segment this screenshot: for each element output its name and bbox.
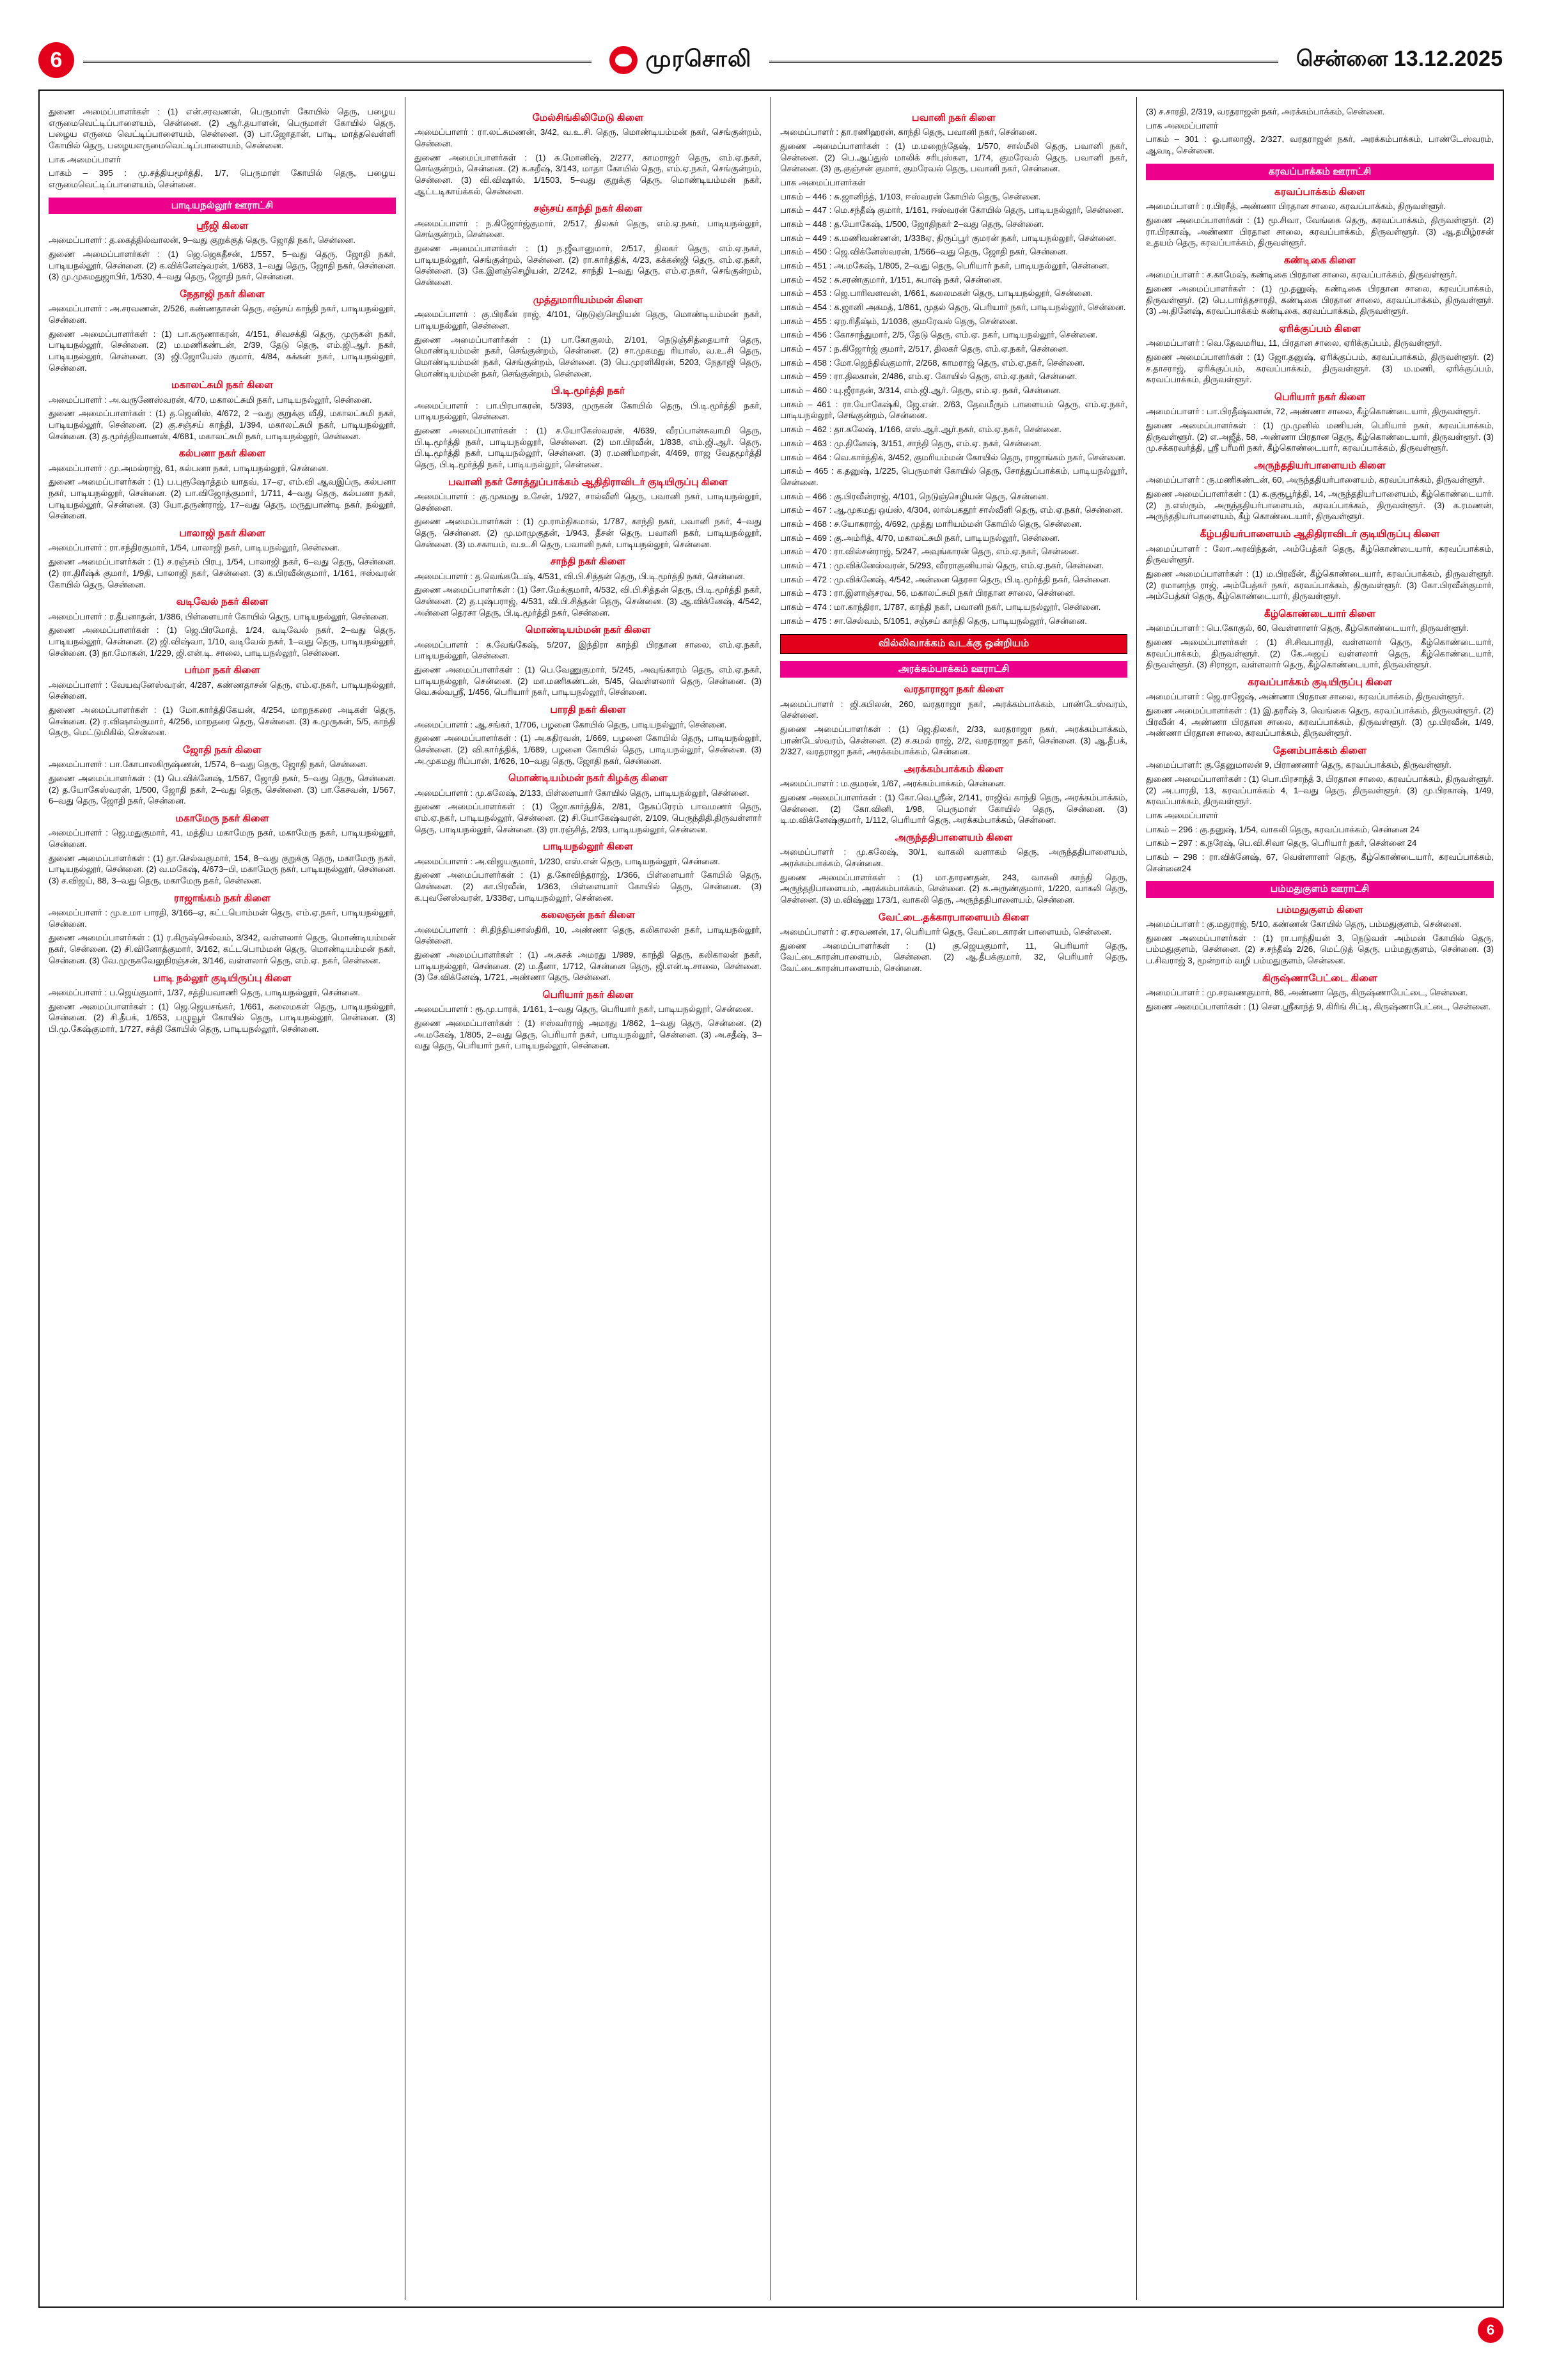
para: துணை அமைப்பாளர்கள் : (1) ஜெ.ஜெகதீசன், 1/557, 5–வது தெரு, ஜோதி நகர், பாடியநல்லூர், சென்னை. (2) க.விக்னேஷ்வரன், 1/683, 1–வது தெரு, ஜோதி நகர், சென்னை. (3) மு.முகமதுஜாபிர், 1/530, 4–வது தெரு, ஜோதி நகர், சென்னை. <box>49 249 396 282</box>
para: அமைப்பாளர் : அ.சரவணன், 2/526, கண்ணதாசன் தெரு, சஞ்சய் காந்தி நகர், பாடியநல்லூர், சென்னை. <box>49 304 396 325</box>
para: அமைப்பாளர் : த.வெங்கடேஷ், 4/531, வி.பி.சித்தன் தெரு, பி.டி.மூர்த்தி நகர், சென்னை. <box>414 571 746 581</box>
para: அமைப்பாளர் : மு.அமல்ராஜ், 61, கல்பனா நகர், பாடியநல்லூர், சென்னை. <box>49 463 329 473</box>
para: துணை அமைப்பாளர்கள் : (1) ர.கிருஷ்செல்வம், 3/342, வள்ளலார் தெரு, மொண்டியம்மன் நகர், சென்னை. (2) சி.வினோத்குமார், 3/162, கட்டபொம்மன் தெரு, மொண்டியம்மன் நகர், சென்னை. (3) வே.முருகவேலுநிரஞ்சன், 3/146, வள்ளலார் தெரு, எம்.ஏ. நகர், சென்னை. <box>49 933 396 965</box>
para: (3) ச.சாரதி, 2/319, வரதராஜன் நகர், அரக்கம்பாக்கம், சென்னை. <box>1146 107 1385 116</box>
para: அமைப்பாளர் : ப.ஜெய்குமார், 1/37, சத்தியவாணி தெரு, பாடியநல்லூர், சென்னை. <box>49 987 361 997</box>
masthead-rule-left <box>83 61 591 63</box>
para: துணை அமைப்பாளர்கள் : (1) ரா.பாந்தியன் 3, நெடுவள் அம்மன் கோயில் தெரு, பம்மதுகுளம், சென்னை. (2) ச.சந்தீஷ் 2/26, மெட்டுத் தெரு, பம்மதுகுளம், சென்னை. (3) ப.சிவராஜ் 3, மூன்றாம் வழி பம்மதுகுளம், சென்னை. <box>1146 933 1494 965</box>
para: துணை அமைப்பாளர்கள் : (1) அ.சுசக் அமரது 1/989, காந்தி தெரு, கலிகாலன் நகர், பாடியநல்லூர், சென்னை. (2) ம.தீனா, 1/712, சென்னை தெரு, ஜி.என்.டி.சாலை, சென்னை. (3) சே.விக்னேஷ், 1/721, அண்ணா தெரு, சென்னை. <box>414 950 762 983</box>
para: துணை அமைப்பாளர்கள் : (1) ஜெ.ஜெயசங்கர், 1/661, கலைமகள் தெரு, பாடியநல்லூர், சென்னை. (2) சி.தீபக், 1/653, பழுவூர் கோயில் தெரு, பாடியநல்லூர், சென்னை. (3) பி.மு.கேஷ்குமார், 1/727, சக்தி கோயில் தெரு, பாடியநல்லூர், சென்னை. <box>49 1001 396 1034</box>
para: அமைப்பாளர் : ந.கிஜோர்ஜ்குமார், 2/517, திலகர் தெரு, எம்.ஏ.நகர், பாடியநல்லூர், செங்குன்றம், சென்னை. <box>414 218 762 240</box>
para: அமைப்பாளர் : ம.குமரன், 1/67, அரக்கம்பாக்கம், சென்னை. <box>780 779 1006 789</box>
sub-heading: பர்மா நகர் கிளை <box>184 665 260 676</box>
para: அமைப்பாளர் : அ.வருணேஸ்வரன், 4/70, மகாலட்சுமி நகர், பாடியநல்லூர், சென்னை. <box>49 394 372 405</box>
para: பாகம் – 472 : மு.விக்னேஷ், 4/542, அன்னை தெரசா தெரு, பி.டி.மூர்த்தி நகர், சென்னை. <box>780 574 1111 584</box>
para: அமைப்பாளர் : பா.பிரதீஷ்வளன், 72, அண்ணா சாலை, கீழ்கொண்டையார், திருவள்ளூர். <box>1146 407 1481 417</box>
section-heading: அரக்கம்பாக்கம் ஊராட்சி <box>780 661 1127 678</box>
para: அமைப்பாளர் : வேயவுனேஸ்வரன், 4/287, கண்ணதாசன் தெரு, எம்.ஏ.நகர், பாடியநல்லூர், சென்னை. <box>49 680 396 701</box>
publication-title: முரசொலி <box>645 45 752 72</box>
para: அமைப்பாளர் : ஜெ.மதுகுமார், 41, மத்திய மகாமேரு நகர், மகாமேரு நகர், பாடியநல்லூர், சென்னை. <box>49 828 396 850</box>
para: துணை அமைப்பாளர்கள் : (1) ஜெ.திலகர், 2/33, வரதராஜா நகர், அரக்கம்பாக்கம், பாண்டேஸ்வரம், சென்னை. (2) ச.கமல் ராஜ், 2/2, வரதராஜா நகர், சென்னை. (3) ஆ.தீபக், 2/327, வரதராஜா நகர், அரக்கம்பாக்கம், சென்னை. <box>780 724 1127 757</box>
section-heading: கரவப்பாக்கம் ஊராட்சி <box>1146 164 1494 180</box>
para: பாகம் – 469 : கு.அம்ரித், 4/70, மகாலட்சுமி நகர், பாடியநல்லூர், சென்னை. <box>780 533 1060 543</box>
para: அமைப்பாளர் : அ.விஜயகுமார், 1/230, எஸ்.என் தெரு, பாடியநல்லூர், சென்னை. <box>414 856 721 866</box>
masthead <box>38 37 1503 83</box>
para: பாகம் – 450 : ஜெ.விக்னேஸ்வரன், 1/566–வது தெரு, ஜோதி நகர், சென்னை. <box>780 247 1068 257</box>
para: பாக அமைப்பாளர் <box>1146 120 1218 130</box>
sub-heading: நேதாஜி நகர் கிளை <box>180 288 265 300</box>
para: பாகம் – 465 : க.தனுஷ், 1/225, பெருமாள் கோயில் தெரு, சோத்துப்பாக்கம், பாடியநல்லூர், சென்னை. <box>780 466 1127 487</box>
para: துணை அமைப்பாளர்கள் : (1) மா.தாரணதன், 243, வாகலி காந்தி தெரு, அருந்ததிபாளையம், அரக்கம்பாக்கம், சென்னை. (2) க.அருண்குமார், 1/220, வாகலி தெரு, சென்னை. (3) ம.விஷ்ணு 173/1, வாகலி தெரு, அருந்ததிபாளையம், சென்னை. <box>780 872 1127 905</box>
para: அமைப்பாளர் : ஜெ.ராஜேஷ், அண்ணா பிரதான சாலை, கரவப்பாக்கம், திருவள்ளூர். <box>1146 692 1464 702</box>
column-3 <box>771 97 1137 2300</box>
para: துணை அமைப்பாளர்கள் : (1) மூ.சிவா, வேங்கை தெரு, கரவப்பாக்கம், திருவள்ளூர். (2) ரா.பிரகாஷ், அண்ணா பிரதான சாலை, கரவப்பாக்கம், திருவள்ளூர். (3) ஆ.தமிழ்ரசன் உதயம் தெரு, கரவப்பாக்கம், திருவள்ளூர். <box>1146 215 1494 248</box>
sub-heading: பவானி நகர் கிளை <box>912 113 996 123</box>
sub-heading: ராஜாங்கம் நகர் கிளை <box>173 892 271 904</box>
footer-page-number: 6 <box>1478 2317 1503 2343</box>
sub-heading: ஏரிக்குப்பம் கிளை <box>1278 323 1361 334</box>
para: அமைப்பாளர் : ச.காமேஷ், கண்டிகை பிரதான சாலை, கரவப்பாக்கம், திருவள்ளூர். <box>1146 270 1457 280</box>
para: பாகம் – 471 : மு.விக்னேஸ்வரன், 5/293, வீரராகுனியால் தெரு, எம்.ஏ.நகர், சென்னை. <box>780 560 1104 570</box>
para: துணை அமைப்பாளர்கள் : (1) ச.ரஞ்சம் பிரபு, 1/54, பாலாஜி நகர், 6–வது தெரு, சென்னை. (2) ரா.திரீஷ்க் குமார், 1/9தி, பாலாஜி நகர், சென்னை. (3) க.பிரவீன்குமார், 1/161, ஈஸ்வரன் கோயில் தெரு, சென்னை. <box>49 557 396 589</box>
sub-heading: முத்துமாரியம்மன் கிளை <box>533 294 643 306</box>
para: அமைப்பாளர் : ரா.லட்சுமணன், 3/42, வ.உ.சி. தெரு, மொண்டியம்மன் நகர், செங்குன்றம், சென்னை. <box>414 127 762 149</box>
sub-heading: பெரியார் நகர் கிளை <box>1274 392 1366 403</box>
para: பாக அமைப்பாளர் <box>49 154 121 164</box>
para: அமைப்பாளர் : மு.கலேஷ், 30/1, வாகலி வளாகம் தெரு, அருந்ததிபாளையம், அரக்கம்பாக்கம், சென்னை. <box>780 847 1127 869</box>
para: அமைப்பாளர் : ரு.மணிகண்டன், 60, அருந்ததியர்பாளையம், கரவப்பாக்கம், திருவள்ளூர். <box>1146 475 1485 485</box>
para: பாகம் – 461 : ரா.யோகேஷ்கி, ஜே.என். 2/63, தேவமீரும் பாளையம் தெரு, எம்.ஏ.நகர், பாடியநல்லூர், செங்குன்றம், சென்னை. <box>780 399 1127 421</box>
district-heading: வில்லிவாக்கம் வடக்கு ஒன்றியம் <box>780 634 1127 654</box>
section-heading: பம்மதுகுளம் ஊராட்சி <box>1146 881 1494 898</box>
para: துணை அமைப்பாளர்கள் : (1) ச.யோகேஸ்வரன், 4/639, வீரப்பான்சுவாமி தெரு, பி.டி.மூர்த்தி நகர், பாடியநல்லூர், சென்னை. (2) மா.பிரவீன், 1/838, எம்.ஜி.ஆர். தெரு, பி.டி.மூர்த்தி நகர், பாடியநல்லூர், சென்னை. (3) ர.மணிமாறன், 4/469, ராஜ வேதமூர்த்தி தெரு, பி.டி.மூர்த்தி நகர், பாடியநல்லூர், சென்னை. <box>414 425 762 469</box>
para: பாகம் – 460 : யு.ஜீராதன், 3/314, எம்.ஜி.ஆர். தெரு, எம்.ஏ. நகர், சென்னை. <box>780 385 1061 396</box>
para: அமைப்பாளர் : க.வேங்கேஷ், 5/207, இந்திரா காந்தி பிரதான சாலை, எம்.ஏ.நகர், பாடியநல்லூர், சென்னை. <box>414 639 762 661</box>
sub-heading: பவானி நகர் சோத்துப்பாக்கம் ஆதிதிராவிடர் குடியிருப்பு கிளை <box>448 476 728 488</box>
para: துணை அமைப்பாளர்கள் : (1) கு.ஜெயகுமார், 11, பெரியார் தெரு, வேட்டைகாரன்பாளையம், சென்னை. (2) ஆ.தீபக்குமார், 32, பெரியார் தெரு, வேட்டைகாரன்பாளையம், சென்னை. <box>780 940 1127 974</box>
para: அமைப்பாளர் : பா.கோபாலகிருஷ்ணன், 1/574, 6–வது தெரு, ஜோதி நகர், சென்னை. <box>49 759 368 770</box>
dateline: சென்னை 13.12.2025 <box>1296 46 1503 71</box>
para: துணை அமைப்பாளர்கள் : (1) பொ.பிரசாந்த் 3, பிரதான சாலை, கரவப்பாக்கம், திருவள்ளூர். (2) அ.பாரதி, 13, கரவப்பாக்கம் 4, 1–வது தெரு, திருவள்ளூர். (3) மு.பிரகாஷ், 1/49, கரவப்பாக்கம், திருவள்ளூர். <box>1146 774 1494 807</box>
para: துணை அமைப்பாளர்கள் : (1) சௌ.ஸ்ரீகாந்த் 9, கிரிங் சிட்டி, கிருஷ்ணாபேட்டை, சென்னை. <box>1146 1001 1491 1011</box>
sub-heading: ஸ்ரீஜி கிளை <box>196 220 249 231</box>
para: பாகம் – 470 : ரா.வில்சன்ராஜ், 5/247, அவுங்காரன் தெரு, எம்.ஏ.நகர், சென்னை. <box>780 547 1079 557</box>
masthead-rule-right <box>769 61 1278 63</box>
para: துணை அமைப்பாளர்கள் : (1) கோ.வெ.ஸ்ரீன், 2/141, ராஜிவ் காந்தி தெரு, அரக்கம்பாக்கம், சென்னை. (2) கோ.வினி, 1/98, பெருமாள் கோயில் தெரு, சென்னை. (3) டி.ம.விக்னேஷ்குமார், 1/112, பெரியார் தெரு, அரக்கம்பாக்கம், சென்னை. <box>780 792 1127 825</box>
para: பாக அமைப்பாளர் <box>1146 811 1218 821</box>
sub-heading: மொண்டியம்மன் நகர் கிழக்கு கிளை <box>508 773 668 784</box>
para: பாகம் – 448 : த.யோகேஷ், 1/500, ஜோதிநகர் 2–வது தெரு, சென்னை. <box>780 219 1044 229</box>
para: அமைப்பாளர் : வெ.தேவமரிய, 11, பிரதான சாலை, ஏரிக்குப்பம், திருவள்ளூர். <box>1146 338 1442 348</box>
para: பாகம் – 467 : ஆ.முகமது ஒய்ஸ், 4/304, லால்பகதூர் சால்வீளி தெரு, எம்.ஏ.நகர், சென்னை. <box>780 505 1123 515</box>
para: பாகம் – 447 : மெ.சந்தீஷ் குமார், 1/161, ஈஸ்வரன் கோயில் தெரு, பாடியநல்லூர், சென்னை. <box>780 205 1124 215</box>
rising-sun-icon <box>609 46 638 74</box>
para: பாகம் – 446 : சு.ஜானிந்த், 1/103, ஈஸ்வரன் கோயில் தெரு, சென்னை. <box>780 191 1041 201</box>
column-2 <box>405 97 771 2300</box>
sub-heading: மேல்சிங்கிலிமேடு கிளை <box>532 113 644 123</box>
para: பாகம் – 468 : ச.யோகராஜ், 4/692, முத்து மாரியம்மன் கோயில் தெரு, சென்னை. <box>780 518 1082 529</box>
para: துணை அமைப்பாளர்கள் : (1) மு.முனில் மணியன், பெரியார் நகர், கரவப்பாக்கம், திருவள்ளூர். (2) எ.அஜீத், 58, அண்ணா பிரதான தெரு, கீழ்கொண்டையார், திருவள்ளூர். (3) மு.சக்கரவர்த்தி, ஸ்ரீ பரீமரி நகர், கீழ்கொண்டையார், கரவப்பாக்கம், திருவள்ளூர். <box>1146 421 1494 453</box>
para: துணை அமைப்பாளர்கள் : (1) ம.பிரவீன், கீழ்கொண்டையார், கரவப்பாக்கம், திருவள்ளூர். (2) ரமானந்த ராஜ், அம்பேத்கர் நகர், கரவப்பாக்கம், திருவள்ளூர். (3) கோ.பிரவீன்குமார், அம்பேத்கர் தெரு, கீழ்கொண்டையார், திருவள்ளூர். <box>1146 568 1494 602</box>
para: பாகம் – 474 : மா.காந்திரா, 1/787, காந்தி நகர், பவானி நகர், பாடியநல்லூர், சென்னை. <box>780 602 1101 612</box>
sub-heading: கல்பனா நகர் கிளை <box>178 448 266 460</box>
para: பாகம் – 473 : ரா.இளாஞ்சரவ, 56, மகாலட்சுமி நகர் பிரதான சாலை, சென்னை. <box>780 588 1076 598</box>
para: பாகம் – 451 : அ.மகேஷ், 1/805, 2–வது தெரு, பெரியார் நகர், பாடியநல்லூர், சென்னை. <box>780 261 1109 271</box>
para: பாகம் – 466 : கு.பிரவீன்ராஜ், 4/101, நெடுஞ்செழியன் தெரு, சென்னை. <box>780 491 1049 501</box>
para: பாகம் – 459 : ரா.திலகான், 2/486, எம்.ஏ. கோயில் தெரு, எம்.ஏ.நகர், சென்னை. <box>780 371 1077 382</box>
para: துணை அமைப்பாளர்கள் : (1) மு.தனுஷ், கண்டிகை பிரதான சாலை, கரவப்பாக்கம், திருவள்ளூர். (2) பெ.பார்த்தசாரதி, கண்டிகை பிரதான சாலை, கரவப்பாக்கம், திருவள்ளூர். (3) அ.தினேஷ், கரவப்பாக்கம் கண்டிகை, கரவப்பாக்கம், திருவள்ளூர். <box>1146 283 1494 316</box>
para: துணை அமைப்பாளர்கள் : (1) சோ.மேக்குமார், 4/532, வி.பி.சித்தன் தெரு, பி.டி.மூர்த்தி நகர், சென்னை. (2) த.புஷ்பராஜ், 4/531, வி.பி.சித்தன் தெரு, சென்னை. (3) ஆ.விக்னேஷ், 4/542, அன்னை தெரசா தெரு, பி.டி.மூர்த்தி நகர், சென்னை. <box>414 585 762 618</box>
para: பாகம் – 449 : க.மணிவண்ணன், 1/338ஏ, திருப்பூர் குமரன் நகர், பாடியநல்லூர், சென்னை. <box>780 233 1116 243</box>
sub-heading: கிருஷ்ணாபேட்டை கிளை <box>1262 972 1377 984</box>
sub-heading: பாடி நல்லூர் குடியிருப்பு கிளை <box>153 972 292 984</box>
para: அமைப்பாளர்: கு.தேனுமாலன் 9, பிராணனார் தெரு, கரவப்பாக்கம், திருவள்ளூர். <box>1146 760 1452 770</box>
para: பாகம் – 457 : ந.கிஜோர்ஜ் குமார், 2/517, திலகர் தெரு, எம்.ஏ.நகர், சென்னை. <box>780 344 1069 354</box>
para: பாகம் – 453 : ஜெ.பாரிவளவன், 1/661, கலைமகள் தெரு, பாடியநல்லூர், சென்னை. <box>780 288 1093 299</box>
para: துணை அமைப்பாளர்கள் : (1) பெ.விக்னேஷ், 1/567, ஜோதி நகர், 5–வது தெரு, சென்னை. (2) த.யோகேஸ்வரன், 1/500, ஜோதி நகர், 2–வது தெரு, சென்னை. (3) பா.கேசவன், 1/567, 6–வது தெரு, ஜோதி நகர், சென்னை. <box>49 774 396 806</box>
para: அமைப்பாளர் : கு.மதுராஜ், 5/10, கண்ணன் கோயில் தெரு, பம்மதுகுளம், சென்னை. <box>1146 919 1462 929</box>
para: துணை அமைப்பாளர்கள் : (1) ஜெ.பிரமோத், 1/24, வடிவேல் நகர், 2–வது தெரு, பாடியநல்லூர், சென்னை. (2) ஜி.விஷ்வா, 1/10, வடிவேல் நகர், 1–வது தெரு, பாடியநல்லூர், சென்னை. (3) நா.மோகன், 1/229, ஜி.என்.டி. சாலை, பாடியநல்லூர், சென்னை. <box>49 625 396 658</box>
para: துணை அமைப்பாளர்கள் : (1) மோ.கார்த்திகேயன், 4/254, மாறநகரை அடிகள் தெரு, சென்னை. (2) ர.விஷால்குமார், 4/256, மாறதரை தெரு, சென்னை. (3) சு.முருகன், 5/5, காந்தி தெரு, மெட்டுமிகில், சென்னை. <box>49 704 396 738</box>
sub-heading: பம்மதுகுளம் கிளை <box>1276 904 1363 915</box>
para: அமைப்பாளர் : மு.சரவணகுமார், 86, அண்ணா தெரு, கிருஷ்ணாபேட்டை, சென்னை. <box>1146 988 1468 997</box>
para: துணை அமைப்பாளர்கள் : (1) க.குரூபூர்த்தி, 14, அருந்ததியர்பாளையம், கீழ்கொண்டையார். (2) ந.எஸ்ரும், அருந்ததியர்பாளையம், கரவப்பாக்கம், திருவள்ளூர். (3) க.ரமணன், அருந்ததியர்பாளையம், கீழ் கொண்டையார், திருவள்ளூர். <box>1146 489 1494 522</box>
page-number-badge: 6 <box>38 42 74 78</box>
para: துணை அமைப்பாளர்கள் : (1) இ.தரரீஷ் 3, வெங்கை தெரு, கரவப்பாக்கம், திருவள்ளூர். (2) பிரவீன் 4, அண்ணா பிரதான சாலை, கரவப்பாக்கம், திருவள்ளூர். (3) மு.பிரவீன், 1/49, அண்ணா பிரதான சாலை, கரவப்பாக்கம், திருவள்ளூர். <box>1146 705 1494 738</box>
sub-heading: சஞ்சய் காந்தி நகர் கிளை <box>533 203 643 215</box>
column-container <box>40 97 1503 2300</box>
para: பாகம் – 296 : கு.தனுஷ், 1/54, வாகலி தெரு, கரவப்பாக்கம், சென்னை 24 <box>1146 824 1420 834</box>
sub-heading: பெரியார் நகர் கிளை <box>542 990 634 1001</box>
para: துணை அமைப்பாளர்கள் : (1) என்.சரவணன், பெருமாள் கோயில் தெரு, பழைய எருமைவெட்டிப்பாளையம், சென்னை. (2) ஆர்.தயாளன், பெருமாள் கோயில் தெரு, பழைய எருமை வெட்டிப்பாளையம், சென்னை. (3) பா.ஜோதான், பாடி, மாத்தவெள்ளி கோயில் தெரு, பழையஎருமைவெட்டிப்பாளையம், சென்னை. <box>49 107 396 151</box>
sub-heading: மொண்டியம்மன் நகர் கிளை <box>525 625 651 636</box>
sub-heading: சாந்தி நகர் கிளை <box>550 556 626 568</box>
para: துணை அமைப்பாளர்கள் : (1) பா.கோகுலம், 2/101, நெடுஞ்சித்தையார் தெரு, மொண்டியம்மன் நகர், செங்குன்றம், சென்னை. (2) சா.முகமது ரியாஸ், வ.உ.சி தெரு, மொண்டியம்மன் நகர், செங்குன்றம், சென்னை. (3) பெ.முரளிகிரன், 5203, நேதாஜி தெரு, மொண்டியம்மன் நகர், செங்குன்றம், சென்னை. <box>414 334 762 378</box>
para: அமைப்பாளர் : மு.உமா பாரதி, 3/166–ஏ, கட்டபொம்மன் தெரு, எம்.ஏ.நகர், பாடியநல்லூர், சென்னை. <box>49 908 396 929</box>
para: அமைப்பாளர் : சி.திந்தியசாஸ்திரி, 10, அண்ணா தெரு, கலிகாலன் நகர், பாடியநல்லூர், சென்னை. <box>414 924 762 946</box>
sub-heading: பாடியநல்லூர் கிளை <box>543 841 633 853</box>
para: துணை அமைப்பாளர்கள் : (1) தா.செல்வகுமார், 154, 8–வது குறுக்கு தெரு, மகாமேரு நகர், பாடியநல்லூர், சென்னை. (2) வ.மகேஷ், 4/673–பி, மகாமேரு நகர், பாடியநல்லூர், சென்னை. (3) ச.விஜய், 88, 3–வது தெரு, மகாமேரு நகர், சென்னை. <box>49 853 396 886</box>
para: பாகம் – 456 : கோசாந்துமார், 2/5, தேடு தெரு, எம்.ஏ. நகர், பாடியநல்லூர், சென்னை. <box>780 330 1098 340</box>
sub-heading: கீழ்கொண்டையார் கிளை <box>1264 608 1376 619</box>
para: அமைப்பாளர் : த.கைத்தில்வாலன், 9–வது குறுக்குத் தெரு, ஜோதி நகர், சென்னை. <box>49 235 356 245</box>
para: பாகம் – 462 : தா.கலேஷ், 1/166, எஸ்.ஆர்.ஆர்.நகர், எம்.ஏ.நகர், சென்னை. <box>780 424 1061 435</box>
sub-heading: மகாமேரு நகர் கிளை <box>175 813 269 825</box>
para: பாகம் – 298 : ரா.விக்னேஷ், 67, வெள்ளாளர் தெரு, கீழ்கொண்டையார், கரவப்பாக்கம், சென்னை24 <box>1146 852 1494 873</box>
sub-heading: கீழ்பதியர்பாளையம் ஆதிதிராவிடர் குடியிருப்பு கிளை <box>1200 529 1440 540</box>
para: அமைப்பாளர் : கு.பிரகீன் ராஜ், 4/101, நெடுஞ்செழியன் தெரு, மொண்டியம்மன் நகர், பாடியநல்லூர், சென்னை. <box>414 309 762 331</box>
para: பாகம் – 452 : சு.சரண்குமார், 1/151, சுபாஷ் நகர், சென்னை. <box>780 274 1003 284</box>
sub-heading: அரக்கம்பாக்கம் கிளை <box>904 763 1004 775</box>
para: துணை அமைப்பாளர்கள் : (1) பா.கருணாகரன், 4/151, சிவசக்தி தெரு, முருகன் நகர், பாடியநல்லூர், சென்னை. (2) ம.மணிகண்டன், 2/39, தேடு தெரு, எம்.ஜி.ஆர். நகர், பாடியநல்லூர், சென்னை. (3) ஜி.ஜோயேஸ் குமார், 4/84, கக்கன் நகர், பாடியநல்லூர், சென்னை. <box>49 329 396 373</box>
para: பாகம் – 463 : மு.தினேஷ், 3/151, சாந்தி தெரு, எம்.ஏ. நகர், சென்னை. <box>780 438 1042 448</box>
para: துணை அமைப்பாளர்கள் : (1) சி.சிவபாரதி, வள்ளலார் தெரு, கீழ்கொண்டையார், கரவப்பாக்கம், திருவள்ளூர். (2) கே.அஜய் வள்ளலார் தெரு, கீழ்கொண்டையார், திருவள்ளூர். (3) சிராஜா, வள்ளலார் தெரு, கீழ்கொண்டையார், திருவள்ளூர். <box>1146 637 1494 670</box>
para: துணை அமைப்பாளர்கள் : (1) ப.புரூஷோத்தம் யாதவ், 17–ஏ, எம்.வி ஆவஇப்ரு, கல்பனா நகர், பாடியநல்லூர், சென்னை. (2) பா.விஜோத்குமார், 1/711, 4–வது தெரு, கல்பனா நகர், பாடியநல்லூர், சென்னை. (3) யோ.தருண்ராஜ், 17–வது தெரு, மருதுபாண்டி நகர், நல்லூர், சென்னை. <box>49 477 396 521</box>
para: துணை அமைப்பாளர்கள் : (1) ஜோ.கார்த்திக், 2/81, நேகப்ரேரம் பாவமணர் தெரு, எம்.ஏ.நகர், பாடியநல்லூர், சென்னை. (2) சி.யோகேஷ்வரன், 2/109, பெருந்திதி.திருவள்ளார் தெரு, பாடியநல்லூர், சென்னை. (3) ரா.ரஞ்சித், 2/93, பாடியநல்லூர், சென்னை. <box>414 802 762 834</box>
para: பாகம் – 455 : ஏற.ரிதீஷ்ம், 1/1036, குமரேவல் தெரு, சென்னை. <box>780 316 1018 326</box>
para: அமைப்பாளர் : ஜி.கபிலன், 260, வரதராஜா நகர், அரக்கம்பாக்கம், பாண்டேஸ்வரம், சென்னை. <box>780 699 1127 720</box>
sub-heading: கரவப்பாக்கம் குடியிருப்பு கிளை <box>1248 676 1392 688</box>
para: பாகம் – 464 : வெ.கார்த்திக், 3/452, குமரியம்மன் கோயில் தெரு, ராஜாங்கம் நகர், சென்னை. <box>780 452 1126 462</box>
sub-heading: மகாலட்சுமி நகர் கிளை <box>171 380 273 391</box>
para: பாகம் – 458 : மோ.ஜெந்திவ்குமார், 2/268, காமராஜ் தெரு, எம்.ஏ.நகர், சென்னை. <box>780 357 1085 368</box>
para: பாகம் – 475 : சா.செல்வம், 5/1051, சஞ்சய் காந்தி தெரு, பாடியநல்லூர், சென்னை. <box>780 616 1087 626</box>
para: அமைப்பாளர் : ரா.சந்திரகுமார், 1/54, பாலாஜி நகர், பாடியநல்லூர், சென்னை. <box>49 543 340 553</box>
para: பாகம் – 454 : க.ஜானி அகமத், 1/861, முதல் தெரு, பெரியார் நகர், பாடியநல்லூர், சென்னை. <box>780 302 1126 313</box>
para: அமைப்பாளர் : ர.பிரசீத், அண்ணா பிரதான சாலை, கரவப்பாக்கம், திருவள்ளூர். <box>1146 201 1446 212</box>
sub-heading: கரவப்பாக்கம் கிளை <box>1274 186 1365 198</box>
sub-heading: கண்டிகை கிளை <box>1283 254 1356 266</box>
para: அமைப்பாளர் : கு.முகமது உசேன், 1/927, சால்வீளி தெரு, பவானி நகர், பாடியநல்லூர், சென்னை. <box>414 492 762 513</box>
para: அமைப்பாளர் : ஏ.சரவணன், 17, பெரியார் தெரு, வேட்டைகாரன் பாளையம், சென்னை. <box>780 927 1112 937</box>
para: துணை அமைப்பாளர்கள் : (1) ந.ஜீவானுமார், 2/517, திலகர் தெரு, எம்.ஏ.நகர், பாடியநல்லூர், செங்குன்றம், சென்னை. (2) ரா.கார்த்திக், 4/23, கக்கன்ஜி தெரு, எம்.ஏ.நகர், சென்னை. (3) கே.இளஞ்செழியன், 2/242, சாந்தி 1–வது தெரு, எம்.ஏ.நகர், செங்குன்றம், சென்னை. <box>414 244 762 288</box>
para: அமைப்பாளர் : தா.ரணிஹரன், காந்தி தெரு, பவானி நகர், சென்னை. <box>780 127 1037 137</box>
para: துணை அமைப்பாளர்கள் : (1) மு.ராம்திகமால், 1/787, காந்தி நகர், பவானி நகர், 4–வது தெரு, சென்னை. (2) மு.மாமுகுதன், 1/943, தீசன் தெரு, பவானி நகர், பாடியநல்லூர், சென்னை. (3) ம.சகாயம், வ.உ.சி தெரு, பவானி நகர், பாடியநல்லூர், சென்னை. <box>414 517 762 549</box>
para: துணை அமைப்பாளர்கள் : (1) பெ.வேணுகுமார், 5/245, அவுங்காரம் தெரு, எம்.ஏ.நகர், பாடியநல்லூர், சென்னை. (2) மா.மணிகண்டன், 5/45, வெள்ளலார் தெரு, சென்னை. (3) வெ.சுல்வஸ்ரீ, 1/456, பெரியார் நகர், பாடியநல்லூர், சென்னை. <box>414 665 762 697</box>
para: துணை அமைப்பாளர்கள் : (1) த.கோவிந்தராஜ், 1/366, பிள்ளையார் கோயில் தெரு, சென்னை. (2) கா.பிரவீன், 1/363, பிள்ளையார் கோயில் தெரு, சென்னை. (3) க.புவனேஸ்வரன், 1/338ஏ, பாடியநல்லூர், சென்னை. <box>414 870 762 903</box>
sub-heading: பி.டி.மூர்த்தி நகர் <box>551 385 625 397</box>
sub-heading: வரதாராஜா நகர் கிளை <box>904 684 1004 696</box>
para: துணை அமைப்பாளர்கள் : (1) அ.கதிரவன், 1/669, பழனை கோயில் தெரு, பாடியநல்லூர், சென்னை. (2) வி.கார்த்திக், 1/689, பழனை கோயில் தெரு, பாடியநல்லூர், சென்னை. (3) அ.முகமது ரிப்பான், 1/626, 10–வது தெரு, ஜோதி நகர், சென்னை. <box>414 733 762 766</box>
para: துணை அமைப்பாளர்கள் : (1) ஜோ.தனுஷ், ஏரிக்குப்பம், கரவப்பாக்கம், திருவள்ளூர். (2) ச.தாசராஜ், ஏரிக்குப்பம், கரவப்பாக்கம், திருவள்ளூர். (3) ம.மணி, ஏரிக்குப்பம், கரவப்பாக்கம், திருவள்ளூர். <box>1146 352 1494 385</box>
para: பாகம் – 297 : க.நரேஷ், பெ.வி.சிவா தெரு, பெரியார் நகர், சென்னை 24 <box>1146 838 1417 848</box>
para: பாக அமைப்பாளர்கள் <box>780 178 866 188</box>
para: துணை அமைப்பாளர்கள் : (1) சு.மோனிஷ், 2/277, காமராஜர் தெரு, எம்.ஏ.நகர், செங்குன்றம், சென்னை. (2) க.கறீஷ், 3/143, மாதா கோயில் தெரு, எம்.ஏ.நகர், செங்குன்றம், சென்னை. (3) வி.விஷால், 1/1503, 5–வது குறுக்கு தெரு, மொண்டியம்மன் நகர், ஆட்டடிகாய்க்கல், சென்னை. <box>414 152 762 196</box>
para: அமைப்பாளர் : பா.பிரபாகரன், 5/393, முருகன் கோயில் தெரு, பி.டி.மூர்த்தி நகர், பாடியநல்லூர், சென்னை. <box>414 400 762 422</box>
sub-heading: வடிவேல் நகர் கிளை <box>176 596 269 608</box>
para: துணை அமைப்பாளர்கள் : (1) த.ஜெனிஸ், 4/672, 2 –வது குறுக்கு வீதி, மகாலட்சுமி நகர், பாடியநல்லூர், சென்னை. (2) கு.சஞ்சய் காந்தி, 1/394, மகாலட்சுமி நகர், பாடியநல்லூர், சென்னை. (3) த.மூர்த்திவாணன், 4/681, மகாலட்சுமி நகர், பாடியநல்லூர், சென்னை. <box>49 408 396 441</box>
para: பாகம் – 395 : மு.சத்தியமூர்த்தி, 1/7, பெருமாள் கோயில் தெரு, பழைய எருமைவெட்டிப்பாளையம், சென்னை. <box>49 168 396 190</box>
para: அமைப்பாளர் : பெ.கோகுல், 60, வெள்ளாளர் தெரு, கீழ்கொண்டையார், திருவள்ளூர். <box>1146 623 1469 634</box>
column-1 <box>40 97 405 2300</box>
column-4 <box>1137 97 1503 2300</box>
sub-heading: ஜோதி நகர் கிளை <box>183 744 262 756</box>
para: அமைப்பாளர் : ரூ.மு.பாரக், 1/161, 1–வது தெரு, பெரியார் நகர், பாடியநல்லூர், சென்னை. <box>414 1004 754 1015</box>
publication-logo <box>600 45 760 75</box>
sub-heading: பாலாஜி நகர் கிளை <box>179 528 265 540</box>
sub-heading: கலைஞன் நகர் கிளை <box>540 910 636 921</box>
section-heading: பாடியநல்லூர் ஊராட்சி <box>49 198 396 214</box>
para: துணை அமைப்பாளர்கள் : (1) ம.மறைந்தேஷ், 1/570, சால்மீலி தெரு, பவானி நகர், சென்னை. (2) பெ.ஆப்துல் மாலிக் சரிபுஸ்கள, 1/74, குமரேவல் தெரு, பவானி நகர், சென்னை. (3) கு.குஞ்சன் குமார், குமரேவல் தெரு, பவானி நகர், சென்னை. <box>780 141 1127 174</box>
para: அமைப்பாளர் : ஆ.சங்கர், 1/706, பழனை கோயில் தெரு, பாடியநல்லூர், சென்னை. <box>414 719 727 729</box>
sub-heading: தேனம்பாக்கம் கிளை <box>1273 745 1367 756</box>
para: அமைப்பாளர் : ர.தீபனாதன், 1/386, பிள்ளையார் கோயில் தெரு, பாடியநல்லூர், சென்னை. <box>49 611 389 621</box>
para: பாகம் – 301 : ஓ.பாலாஜி, 2/327, வரதராஜன் நகர், அரக்கம்பாக்கம், பாண்டேஸ்வரம், ஆவடி, சென்னை. <box>1146 134 1494 156</box>
para: துணை அமைப்பாளர்கள் : (1) ஈஸ்வர்ராஜ் அமரது 1/862, 1–வது தெரு, சென்னை. (2) அ.மகேஷ், 1/805, 2–வது தெரு, பெரியார் நகர், பாடியநல்லூர், சென்னை. (3) அ.சதீஷ், 3–வது தெரு, பெரியார் நகர், பாடியநல்லூர், சென்னை. <box>414 1018 762 1051</box>
para: அமைப்பாளர் : லோ.அரவிந்தன், அம்பேத்கர் தெரு, கீழ்கொண்டையார், கரவப்பாக்கம், திருவள்ளூர். <box>1146 543 1494 565</box>
para: அமைப்பாளர் : மு.கலேஷ், 2/133, பிள்ளையார் கோயில் தெரு, பாடியநல்லூர், சென்னை. <box>414 788 749 798</box>
sub-heading: அருந்ததியர்பாளையம் கிளை <box>1254 460 1386 472</box>
sub-heading: பாரதி நகர் கிளை <box>550 704 626 716</box>
sub-heading: வேட்டை.தக்காரபாளையம் கிளை <box>878 912 1030 923</box>
sub-heading: அருந்ததிபாளையம் கிளை <box>895 832 1013 843</box>
